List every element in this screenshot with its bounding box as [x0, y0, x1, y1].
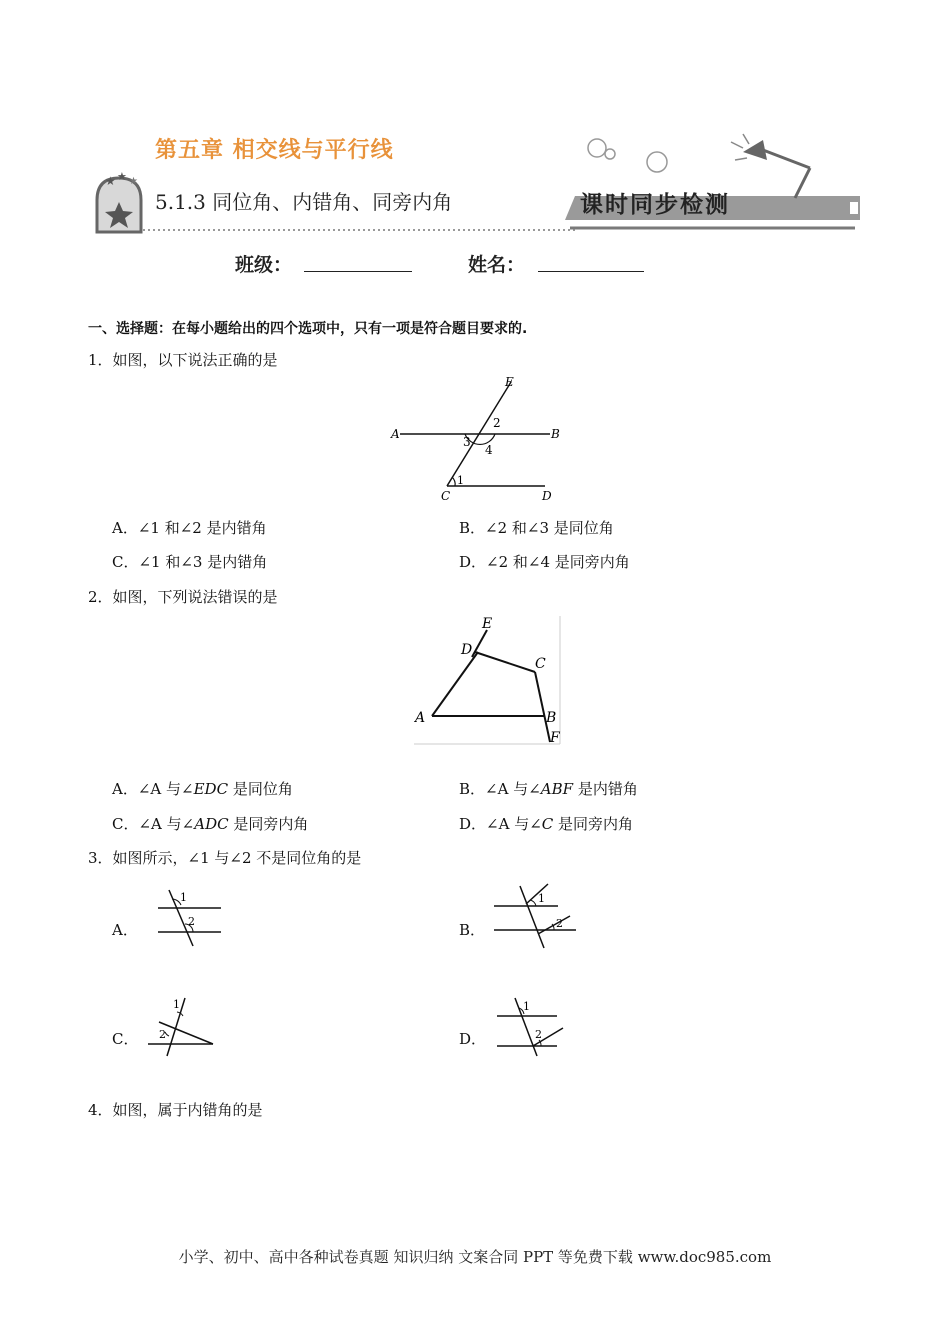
- page-footer: 小学、初中、高中各种试卷真题 知识归纳 文案合同 PPT 等免费下载 www.doc985.com: [178, 1248, 772, 1266]
- option-angle-name: ABF: [540, 780, 574, 798]
- q3-figure-a: [155, 886, 225, 948]
- option-text: ∠A 与∠: [486, 815, 542, 833]
- angle-2-label: 2: [556, 917, 563, 930]
- option-letter: C．: [112, 815, 139, 833]
- fig1-label-d: D: [542, 489, 552, 503]
- option-letter: C．: [112, 553, 139, 571]
- question-3: [88, 847, 361, 868]
- fig1-label-b: B: [551, 427, 560, 441]
- option-letter: A．: [112, 519, 138, 537]
- q3-figure-d: [495, 994, 567, 1058]
- q3-figure-c: [145, 994, 217, 1058]
- fig2-label-e: E: [482, 616, 493, 632]
- option-text: ∠A 与∠: [138, 815, 195, 833]
- fig1-label-c: C: [441, 489, 451, 503]
- q2-option-a[interactable]: [112, 778, 293, 799]
- fig1-angle-4: 4: [485, 443, 493, 457]
- question-text: 如图，下列说法错误的是: [112, 588, 278, 606]
- option-letter: D．: [459, 1030, 487, 1048]
- fig2-label-f: F: [550, 730, 560, 746]
- class-field[interactable]: [304, 271, 412, 272]
- fig2-label-c: C: [535, 656, 546, 672]
- option-letter: B．: [459, 921, 486, 939]
- question-number: 1．: [88, 351, 113, 369]
- q1-option-b[interactable]: [459, 517, 614, 538]
- q2-option-c[interactable]: [112, 813, 308, 834]
- angle-2-label: 2: [188, 915, 195, 928]
- option-letter: B．: [459, 780, 486, 798]
- angle-1-label: 1: [173, 998, 180, 1011]
- banner-right-title: 课时同步检测: [580, 191, 730, 218]
- option-text: ∠2 和∠4 是同旁内角: [486, 553, 630, 571]
- q3-option-b[interactable]: [459, 919, 485, 940]
- option-text: 是内错角: [573, 780, 638, 798]
- q1-option-d[interactable]: [459, 551, 630, 572]
- fig1-label-e: E: [505, 376, 514, 389]
- option-letter: C．: [112, 1030, 139, 1048]
- angle-2-label: 2: [159, 1028, 166, 1041]
- option-text: ∠A 与∠: [485, 780, 541, 798]
- fig1-angle-1: 1: [457, 474, 464, 487]
- question-number: 3．: [88, 849, 113, 867]
- q3-figure-b: [492, 880, 580, 950]
- q3-option-a[interactable]: [112, 919, 138, 940]
- fig2-label-d: D: [461, 642, 473, 658]
- angle-1-label: 1: [538, 892, 545, 905]
- question-1: [88, 349, 278, 370]
- option-letter: D．: [459, 553, 487, 571]
- q1-option-a[interactable]: [112, 517, 267, 538]
- q2-option-b[interactable]: [459, 778, 638, 799]
- option-letter: A．: [112, 780, 138, 798]
- question-number: 2．: [88, 588, 113, 606]
- q1-option-c[interactable]: [112, 551, 267, 572]
- option-text: ∠1 和∠2 是内错角: [137, 519, 267, 537]
- svg-text:★: ★: [129, 176, 138, 187]
- option-angle-name: EDC: [193, 780, 229, 798]
- q3-option-c[interactable]: [112, 1028, 138, 1049]
- question-4: [88, 1099, 263, 1120]
- section-instruction: 一、选择题：在每小题给出的四个选项中，只有一项是符合题目要求的.: [88, 321, 528, 337]
- option-letter: B．: [459, 519, 486, 537]
- option-angle-name: ADC: [194, 815, 229, 833]
- chapter-title: 第五章 相交线与平行线: [155, 138, 394, 163]
- option-text: 是同旁内角: [228, 815, 309, 833]
- question-text: 如图，以下说法正确的是: [112, 351, 278, 369]
- name-field[interactable]: [538, 271, 644, 272]
- fig2-label-b: B: [546, 710, 557, 726]
- svg-text:★: ★: [105, 174, 116, 188]
- option-text: ∠1 和∠3 是内错角: [138, 553, 268, 571]
- name-label: 姓名：: [468, 254, 526, 276]
- question-2-figure: [412, 614, 564, 746]
- class-label: 班级：: [235, 254, 293, 276]
- option-text: ∠2 和∠3 是同位角: [485, 519, 614, 537]
- option-text: 是同旁内角: [553, 815, 634, 833]
- question-number: 4．: [88, 1101, 113, 1119]
- option-text: 是同位角: [228, 780, 293, 798]
- option-text: ∠A 与∠: [137, 780, 194, 798]
- question-text: 如图，属于内错角的是: [112, 1101, 263, 1119]
- angle-1-label: 1: [180, 891, 187, 904]
- question-1-figure: [385, 376, 570, 504]
- question-2: [88, 586, 278, 607]
- svg-text:★: ★: [117, 170, 127, 183]
- fig1-angle-3: 3: [463, 435, 471, 449]
- q3-option-d[interactable]: [459, 1028, 486, 1049]
- angle-1-label: 1: [523, 1000, 530, 1013]
- question-text: 如图所示，∠1 与∠2 不是同位角的是: [112, 849, 362, 867]
- q2-option-d[interactable]: [459, 813, 633, 834]
- fig2-label-a: A: [415, 710, 426, 726]
- section-title: 5.1.3 同位角、内错角、同旁内角: [155, 190, 453, 214]
- fig1-label-a: A: [391, 427, 400, 441]
- option-angle-name: C: [541, 815, 554, 833]
- option-letter: A．: [112, 921, 138, 939]
- fig1-angle-2: 2: [493, 416, 501, 430]
- option-letter: D．: [459, 815, 487, 833]
- angle-2-label: 2: [535, 1028, 542, 1041]
